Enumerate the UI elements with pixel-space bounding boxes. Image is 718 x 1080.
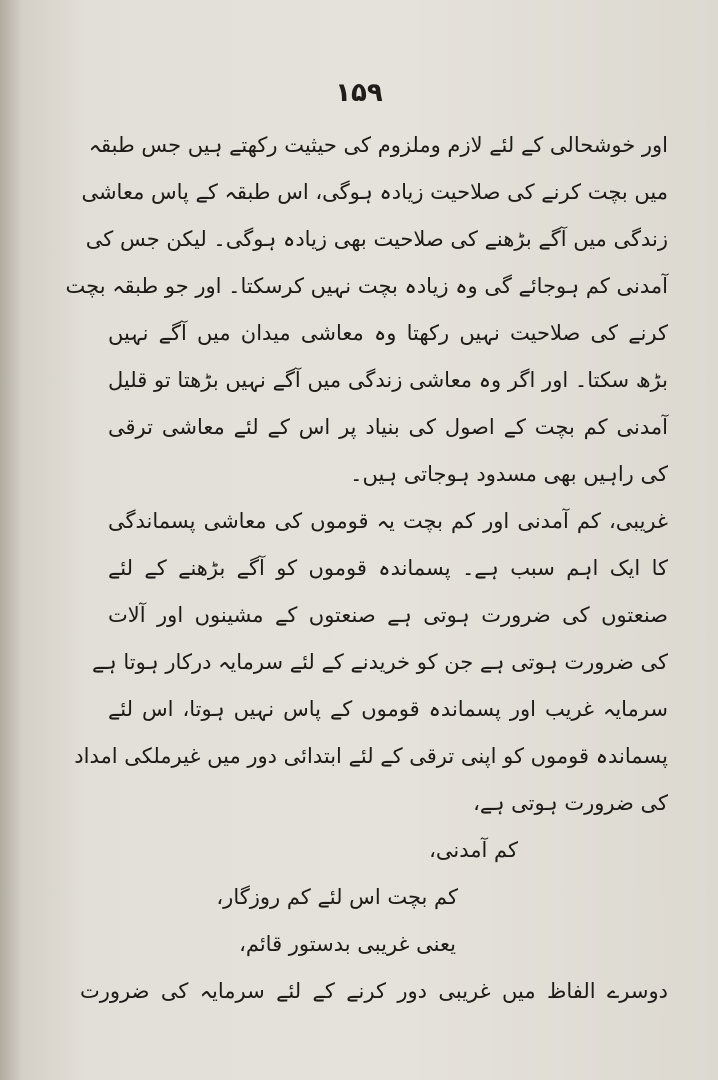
text-line: بڑھ سکتا۔ اور اگر وہ معاشی زندگی میں آگے نہیں بڑھتا تو قلیل xyxy=(108,368,668,392)
text-line: زندگی میں آگے بڑھنے کی صلاحیت بھی زیادہ ہوگی۔ لیکن جس کی xyxy=(85,227,668,251)
text-line: کی ضرورت ہوتی ہے جن کو خریدنے کے لئے سرمایہ درکار ہوتا ہے xyxy=(92,650,668,674)
verse-line: کم بچت اس لئے کم روزگار، xyxy=(216,885,458,909)
page-number: ۱۵۹ xyxy=(335,78,383,108)
text-line: اور خوشحالی کے لئے لازم وملزوم کی حیثیت رکھتے ہیں جس طبقہ xyxy=(88,133,668,157)
body-text xyxy=(65,122,668,1015)
text-line: آمدنی کم ہوجائے گی وہ زیادہ بچت نہیں کرسکتا۔ اور جو طبقہ بچت xyxy=(65,274,668,298)
text-line: غریبی، کم آمدنی اور کم بچت یہ قوموں کی معاشی پسماندگی xyxy=(108,509,668,533)
text-line: دوسرے الفاظ میں غریبی دور کرنے کے لئے سرمایہ کی ضرورت xyxy=(80,979,668,1003)
verse-line: یعنی غریبی بدستور قائم، xyxy=(239,932,456,956)
text-line: سرمایہ غریب اور پسماندہ قوموں کے پاس نہیں ہوتا، اس لئے xyxy=(108,697,668,721)
text-line: آمدنی کم بچت کے اصول کی بنیاد پر اس کے لئے معاشی ترقی xyxy=(108,415,668,439)
page-gutter-shadow xyxy=(0,0,22,1080)
text-line: کا ایک اہم سبب ہے۔ پسماندہ قوموں کو آگے بڑھنے کے لئے xyxy=(108,556,668,580)
text-line: میں بچت کرنے کی صلاحیت زیادہ ہوگی، اس طبقہ کے پاس معاشی xyxy=(81,180,668,204)
text-line: کی ضرورت ہوتی ہے، xyxy=(473,791,668,815)
text-line: کرنے کی صلاحیت نہیں رکھتا وہ معاشی میدان میں آگے نہیں xyxy=(108,321,668,345)
text-line: پسماندہ قوموں کو اپنی ترقی کے لئے ابتدائی دور میں غیرملکی امداد xyxy=(74,744,668,768)
verse-line: کم آمدنی، xyxy=(429,838,518,862)
text-line: صنعتوں کی ضرورت ہوتی ہے صنعتوں کے مشینوں اور آلات xyxy=(108,603,668,627)
text-line: کی راہیں بھی مسدود ہوجاتی ہیں۔ xyxy=(350,462,668,486)
